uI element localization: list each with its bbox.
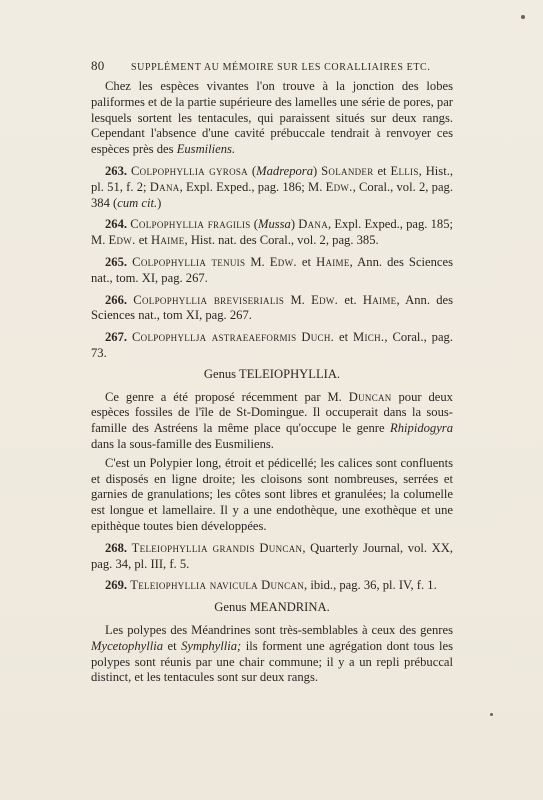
intro-paragraph: Chez les espèces vivantes l'on trouve à la jonction des lobes paliformes et de la partie supérieure des lamelles une série de pores, par lesquels sortent les tentacules, qui paraissent situés sur deux rangs. Cependant l'absence d'une cavité prébuccale tendrait à renvoyer ces espèces près des Eusmiliens. bbox=[91, 79, 453, 157]
species-entry-266: 266. Colpophyllia breviserialis M. Edw. et. Haime, Ann. des Sciences nat., tom XI, pag. 267. bbox=[91, 292, 453, 323]
page-header bbox=[91, 58, 461, 74]
species-entry-265: 265. Colpophyllia tenuis M. Edw. et Haime, Ann. des Sciences nat., tom. XI, pag. 267. bbox=[91, 254, 453, 285]
teleiophyllia-paragraph-1: Ce genre a été proposé récemment par M. Duncan pour deux espèces fossiles de l'île de St-Domingue. Il occuperait dans la sous-famille des Astréens la même place qu'occupe le genre Rhipidogyra dans la sous-famille des Eusmiliens. bbox=[91, 389, 453, 451]
page-speck bbox=[521, 15, 525, 19]
species-entry-268: 268. Teleiophyllia grandis Duncan, Quarterly Journal, vol. XX, pag. 34, pl. III, f. 5. bbox=[91, 540, 453, 571]
page-body bbox=[91, 79, 453, 686]
genus-heading-meandrina: Genus MEANDRINA. bbox=[214, 600, 330, 615]
species-entry-263: 263. Colpophyllia gyrosa (Madrepora) Solander et Ellis, Hist., pl. 51, f. 2; Dana, Expl. Exped., pag. 186; M. Edw., Coral., vol. 2, pag. 384 (cum cit.) bbox=[91, 163, 454, 210]
page-speck bbox=[490, 713, 493, 716]
genus-heading-teleiophyllia: Genus TELEIOPHYLLIA. bbox=[203, 366, 341, 381]
page-number: 80 bbox=[91, 58, 105, 73]
species-entry-264: 264. Colpophyllia fragilis (Mussa) Dana, Expl. Exped., pag. 185; M. Edw. et Haime, Hist. nat. des Coral., vol. 2, pag. 385. bbox=[91, 217, 453, 248]
meandrina-paragraph: Les polypes des Méandrines sont très-semblables à ceux des genres Mycetophyllia et Symphyllia; ils forment une agrégation dont tous les polypes sont réunis par une chair commune; il y a un repli prébuccal distinct, et les tentacules sont sur deux rangs. bbox=[91, 622, 453, 685]
running-title: SUPPLÉMENT AU MÉMOIRE SUR LES CORALLIAIRES ETC. bbox=[131, 62, 431, 73]
teleiophyllia-paragraph-2: C'est un Polypier long, étroit et pédicellé; les calices sont confluents et disposés en ligne droite; les cloisons sont nombreuses, serrées et garnies de granulations; les côtes sont libres et granulées; la columelle est longue et lamellaire. Il y a une endothèque, une exothèque et une epithèque toutes bien développées. bbox=[91, 455, 453, 533]
species-entry-267: 267. Colpophyllja astraeaeformis Duch. et Mich., Coral., pag. 73. bbox=[91, 330, 453, 360]
species-entry-269: 269. Teleiophyllia navicula Duncan, ibid., pag. 36, pl. IV, f. 1. bbox=[105, 578, 437, 593]
